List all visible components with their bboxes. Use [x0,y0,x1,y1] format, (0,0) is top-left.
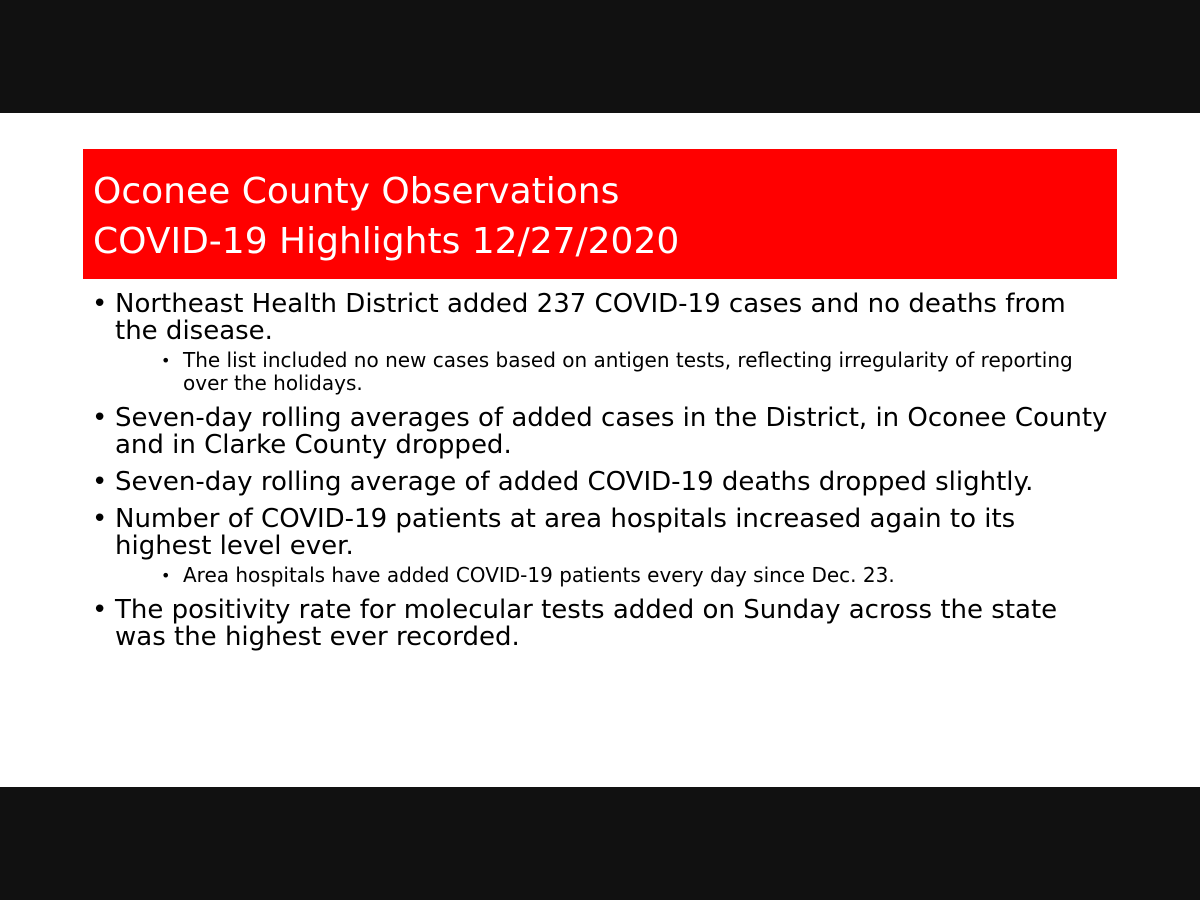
bullet-text: Seven-day rolling averages of added cases in the District, in Oconee County and in Clarke County dropped. [115,403,1108,460]
bullet-item [92,405,1112,459]
bullet-item [92,469,1112,496]
sub-bullet-list [161,349,1112,395]
sub-bullet-item [161,349,1112,395]
slide-title-line-2: COVID-19 Highlights 12/27/2020 [93,221,680,262]
bullet-item [92,291,1112,395]
sub-bullet-text: Area hospitals have added COVID-19 patients every day since Dec. 23. [183,563,895,587]
slide [0,113,1200,787]
bullet-text: Northeast Health District added 237 COVID-19 cases and no deaths from the disease. [115,289,1066,346]
bullet-list [92,291,1112,661]
bullet-item [92,597,1112,651]
bullet-text: The positivity rate for molecular tests added on Sunday across the state was the highest ever recorded. [115,595,1058,652]
sub-bullet-item [161,564,1112,587]
sub-bullet-list [161,564,1112,587]
title-bar [83,149,1117,279]
bullet-item [92,506,1112,587]
letterbox-top [0,0,1200,113]
slide-title-line-1: Oconee County Observations [93,171,620,212]
bullet-text: Number of COVID-19 patients at area hospitals increased again to its highest level ever. [115,504,1016,561]
sub-bullet-text: The list included no new cases based on antigen tests, reflecting irregularity of reporting over the holidays. [183,348,1073,395]
letterbox-bottom [0,787,1200,900]
bullet-text: Seven-day rolling average of added COVID-19 deaths dropped slightly. [115,467,1034,497]
